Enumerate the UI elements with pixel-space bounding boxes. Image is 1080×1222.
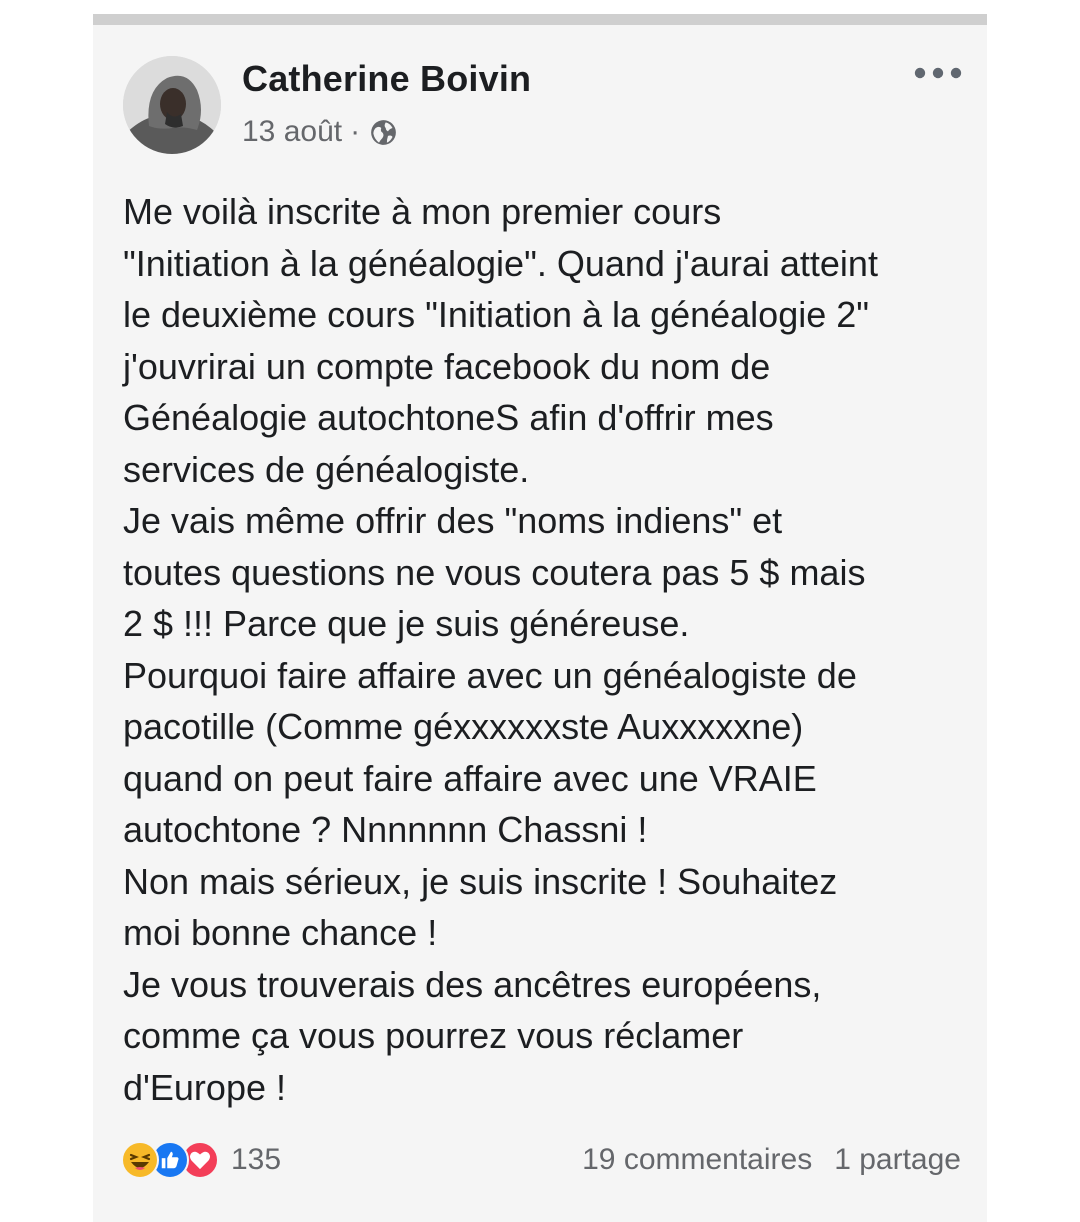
more-options-icon [913,66,963,80]
top-divider [93,14,987,25]
post-text-line: Je vais même offrir des "noms indiens" et [123,500,783,541]
meta-separator: · [350,115,361,148]
globe-icon [370,119,397,146]
post-text-line: quand on peut faire affaire avec une VRAIE [123,757,817,799]
engagement-counts [582,1141,961,1179]
post-date[interactable]: 13 août [242,115,343,148]
post-text-line: le deuxième cours "Initiation à la généalogie 2" [123,294,870,335]
post-text-line: services de généalogiste. [123,448,530,490]
reactions-summary[interactable] [121,1141,281,1179]
post-text-line: Me voilà inscrite à mon premier cours [123,191,722,232]
post-text-line: toutes questions ne vous coutera pas 5 $ mais [123,551,866,593]
post-text-line: autochtone ? Nnnnnnn Chassni ! [123,809,648,850]
avatar-photo [123,56,221,154]
post-text-line: moi bonne chance ! [123,912,438,953]
comments-link[interactable]: 19 commentaires [582,1143,813,1176]
post-text-line: Non mais sérieux, je suis inscrite ! Souhaitez [123,860,838,902]
haha-icon [121,1141,159,1179]
post-text-line: comme ça vous pourrez vous réclamer [123,1015,744,1056]
avatar[interactable] [123,56,221,154]
post-text-line: d'Europe ! [123,1066,286,1108]
post-text-line: Généalogie autochtoneS afin d'offrir mes [123,397,774,438]
post-card [93,14,987,1222]
reaction-count: 135 [231,1143,282,1176]
post-text-line: "Initiation à la généalogie". Quand j'aurai atteint [123,242,878,284]
post-text-line: Je vous trouverais des ancêtres européens, [123,963,822,1005]
post-text-line: 2 $ !!! Parce que je suis généreuse. [123,603,690,644]
post-text [123,186,973,1113]
shares-link[interactable]: 1 partage [834,1143,961,1176]
more-options-button[interactable] [908,60,968,86]
post-text-line: pacotille (Comme géxxxxxxste Auxxxxxne) [123,706,804,747]
post-meta [242,114,397,150]
author-name[interactable]: Catherine Boivin [242,58,532,99]
post-text-line: j'ouvrirai un compte facebook du nom de [123,345,771,387]
post-text-line: Pourquoi faire affaire avec un généalogiste de [123,654,857,696]
post-footer [121,1141,961,1179]
